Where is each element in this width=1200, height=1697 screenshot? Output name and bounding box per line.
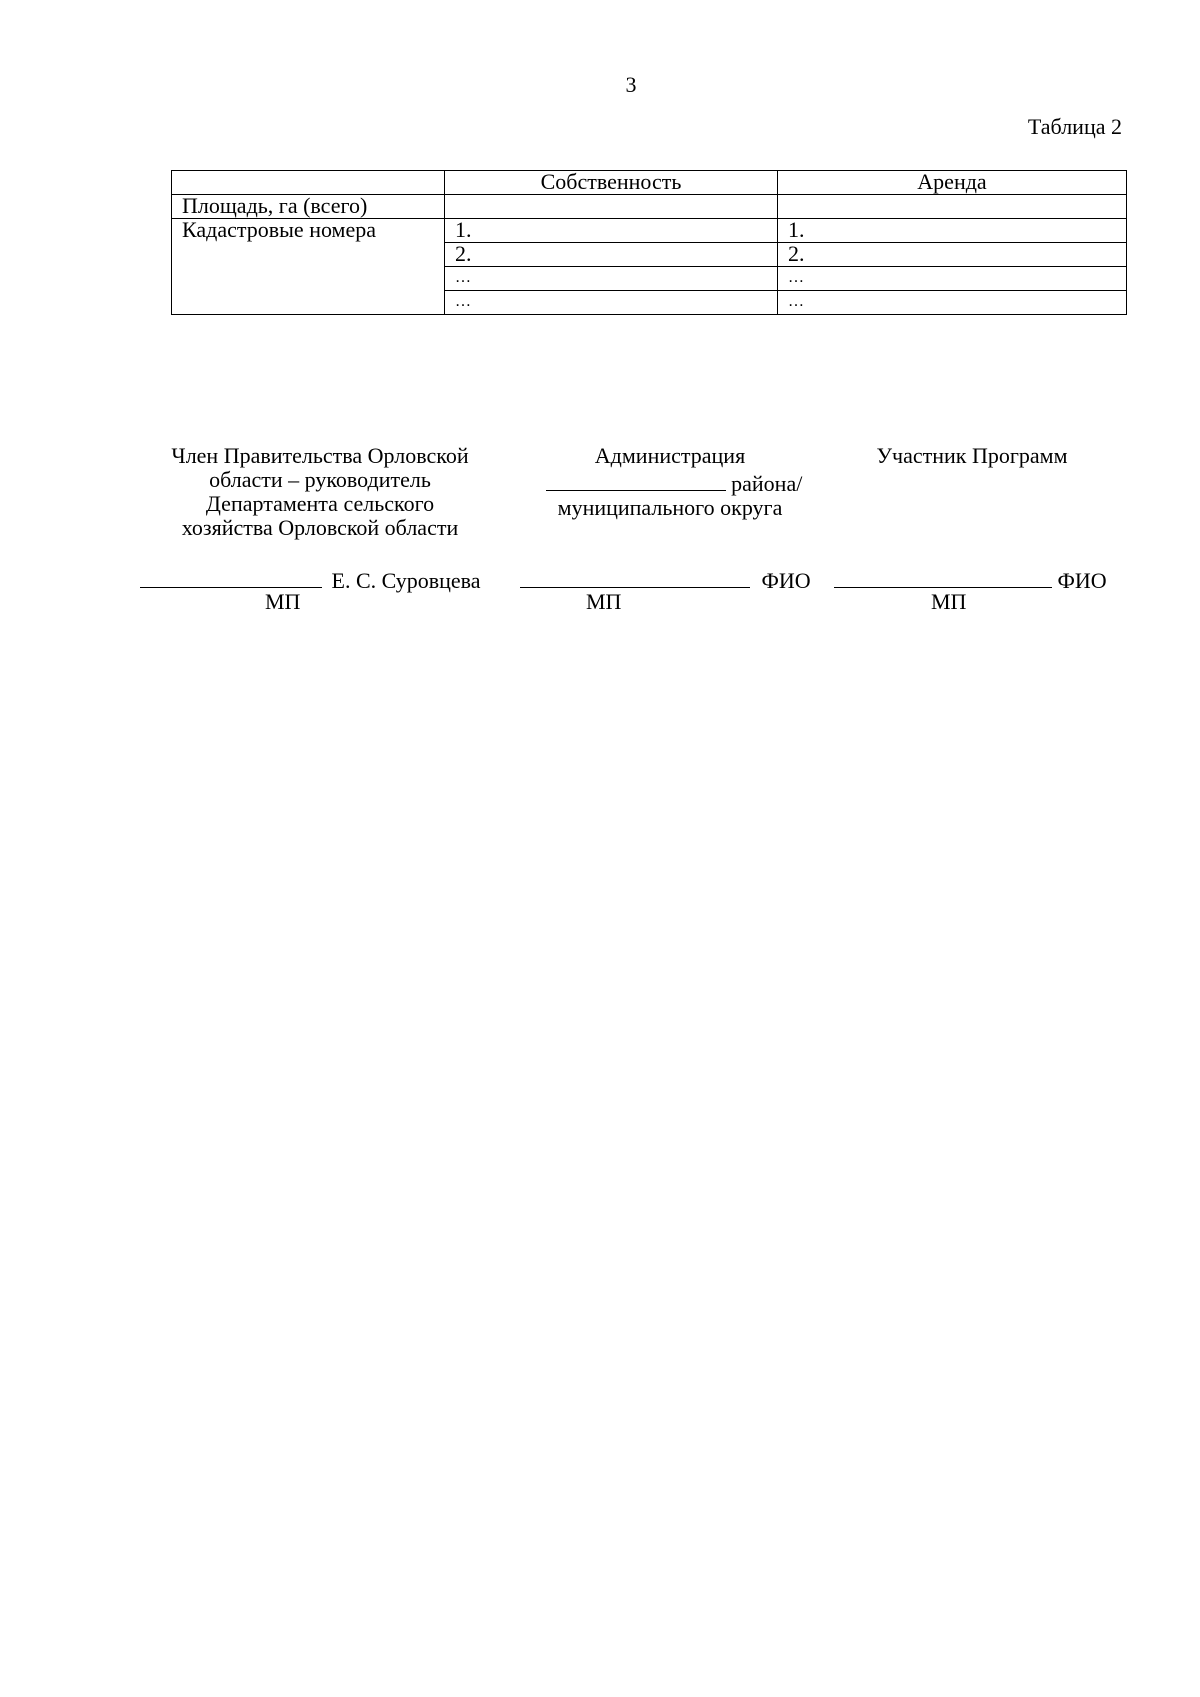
middle-signatory-name: ФИО: [761, 568, 811, 593]
middle-title-line2: [520, 468, 820, 496]
left-signature-line: [140, 565, 322, 588]
table-row: [172, 219, 1127, 243]
ownership-cadastral-cell: 2.: [445, 243, 778, 267]
district-blank-line: [546, 468, 726, 491]
area-ownership-value: [445, 195, 778, 219]
ownership-cadastral-cell: 1.: [445, 219, 778, 243]
table-header-row: [172, 171, 1127, 195]
right-title-line: Участник Программ: [876, 443, 1068, 468]
lease-cadastral-cell: …: [778, 291, 1127, 315]
left-signatory-name: Е. С. Суровцева: [331, 568, 481, 593]
left-title-line: хозяйства Орловской области: [181, 515, 459, 540]
land-table: [171, 170, 1127, 315]
middle-signatory-title: [520, 444, 820, 520]
right-signature-line: [834, 565, 1052, 588]
middle-signature-line: [520, 565, 750, 588]
table-row-area: [172, 195, 1127, 219]
middle-signature-row: [520, 565, 811, 594]
middle-stamp-label: МП: [586, 589, 622, 614]
ownership-cadastral-cell: …: [445, 291, 778, 315]
middle-title-line1: Администрация: [594, 443, 746, 468]
left-title-line: области – руководитель: [209, 467, 431, 492]
left-signature-row: [140, 565, 481, 594]
left-title-line: Член Правительства Орловской: [171, 443, 469, 468]
lease-cadastral-cell: 2.: [778, 243, 1127, 267]
header-lease: Аренда: [778, 171, 1127, 195]
right-signatory-name: ФИО: [1057, 568, 1107, 593]
header-ownership: Собственность: [445, 171, 778, 195]
right-stamp-label: МП: [931, 589, 967, 614]
area-lease-value: [778, 195, 1127, 219]
right-signatory-title: [862, 444, 1082, 468]
page-number: 3: [625, 72, 637, 97]
lease-cadastral-cell: 1.: [778, 219, 1127, 243]
lease-cadastral-cell: …: [778, 267, 1127, 291]
cadastral-label: Кадастровые номера: [172, 219, 445, 315]
right-signature-row: [834, 565, 1107, 594]
left-title-line: Департамента сельского: [205, 491, 435, 516]
header-empty: [172, 171, 445, 195]
table-caption: Таблица 2: [1027, 114, 1122, 139]
middle-title-line3: муниципального округа: [557, 495, 783, 520]
ownership-cadastral-cell: …: [445, 267, 778, 291]
left-stamp-label: МП: [265, 589, 301, 614]
middle-title-line2-suffix: района/: [731, 471, 803, 496]
left-signatory-title: [140, 444, 500, 540]
area-label: Площадь, га (всего): [172, 195, 445, 219]
